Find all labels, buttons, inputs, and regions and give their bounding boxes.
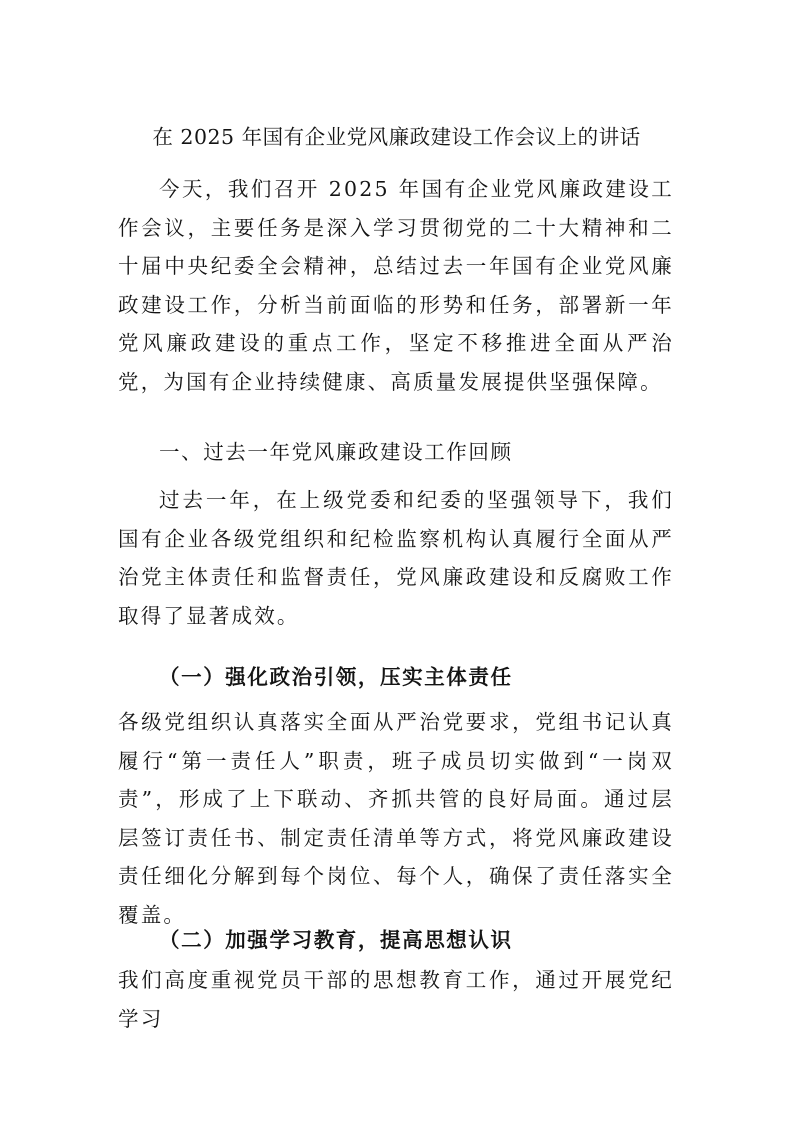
- subsection-2-paragraph: 我们高度重视党员干部的思想教育工作，通过开展党纪学习: [118, 968, 674, 1031]
- subsection-heading-1: （一）强化政治引领，压实主体责任: [159, 665, 513, 689]
- section-heading-1: 一、过去一年党风廉政建设工作回顾: [159, 440, 513, 464]
- subsection-heading-2: （二）加强学习教育，提高思想认识: [159, 928, 513, 952]
- document-title: 在 2025 年国有企业党风廉政建设工作会议上的讲话: [152, 125, 641, 149]
- section-1-paragraph: 过去一年，在上级党委和纪委的坚强领导下，我们国有企业各级党组织和纪检监察机构认真履行全面从严治党主体责任和监督责任，党风廉政建设和反腐败工作取得了显著成效。: [118, 488, 674, 628]
- subsection-1-paragraph: 各级党组织认真落实全面从严治党要求，党组书记认真履行“第一责任人”职责，班子成员切实做到“一岗双责”，形成了上下联动、齐抓共管的良好局面。通过层层签订责任书、制定责任清单等方式，将党风廉政建设责任细化分解到每个岗位、每个人，确保了责任落实全覆盖。: [118, 710, 674, 927]
- intro-paragraph: 今天，我们召开 2025 年国有企业党风廉政建设工作会议，主要任务是深入学习贯彻党的二十大精神和二十届中央纪委全会精神，总结过去一年国有企业党风廉政建设工作，分析当前面临的形势和任务，部署新一年党风廉政建设的重点工作，坚定不移推进全面从严治党，为国有企业持续健康、高质量发展提供坚强保障。: [118, 177, 674, 394]
